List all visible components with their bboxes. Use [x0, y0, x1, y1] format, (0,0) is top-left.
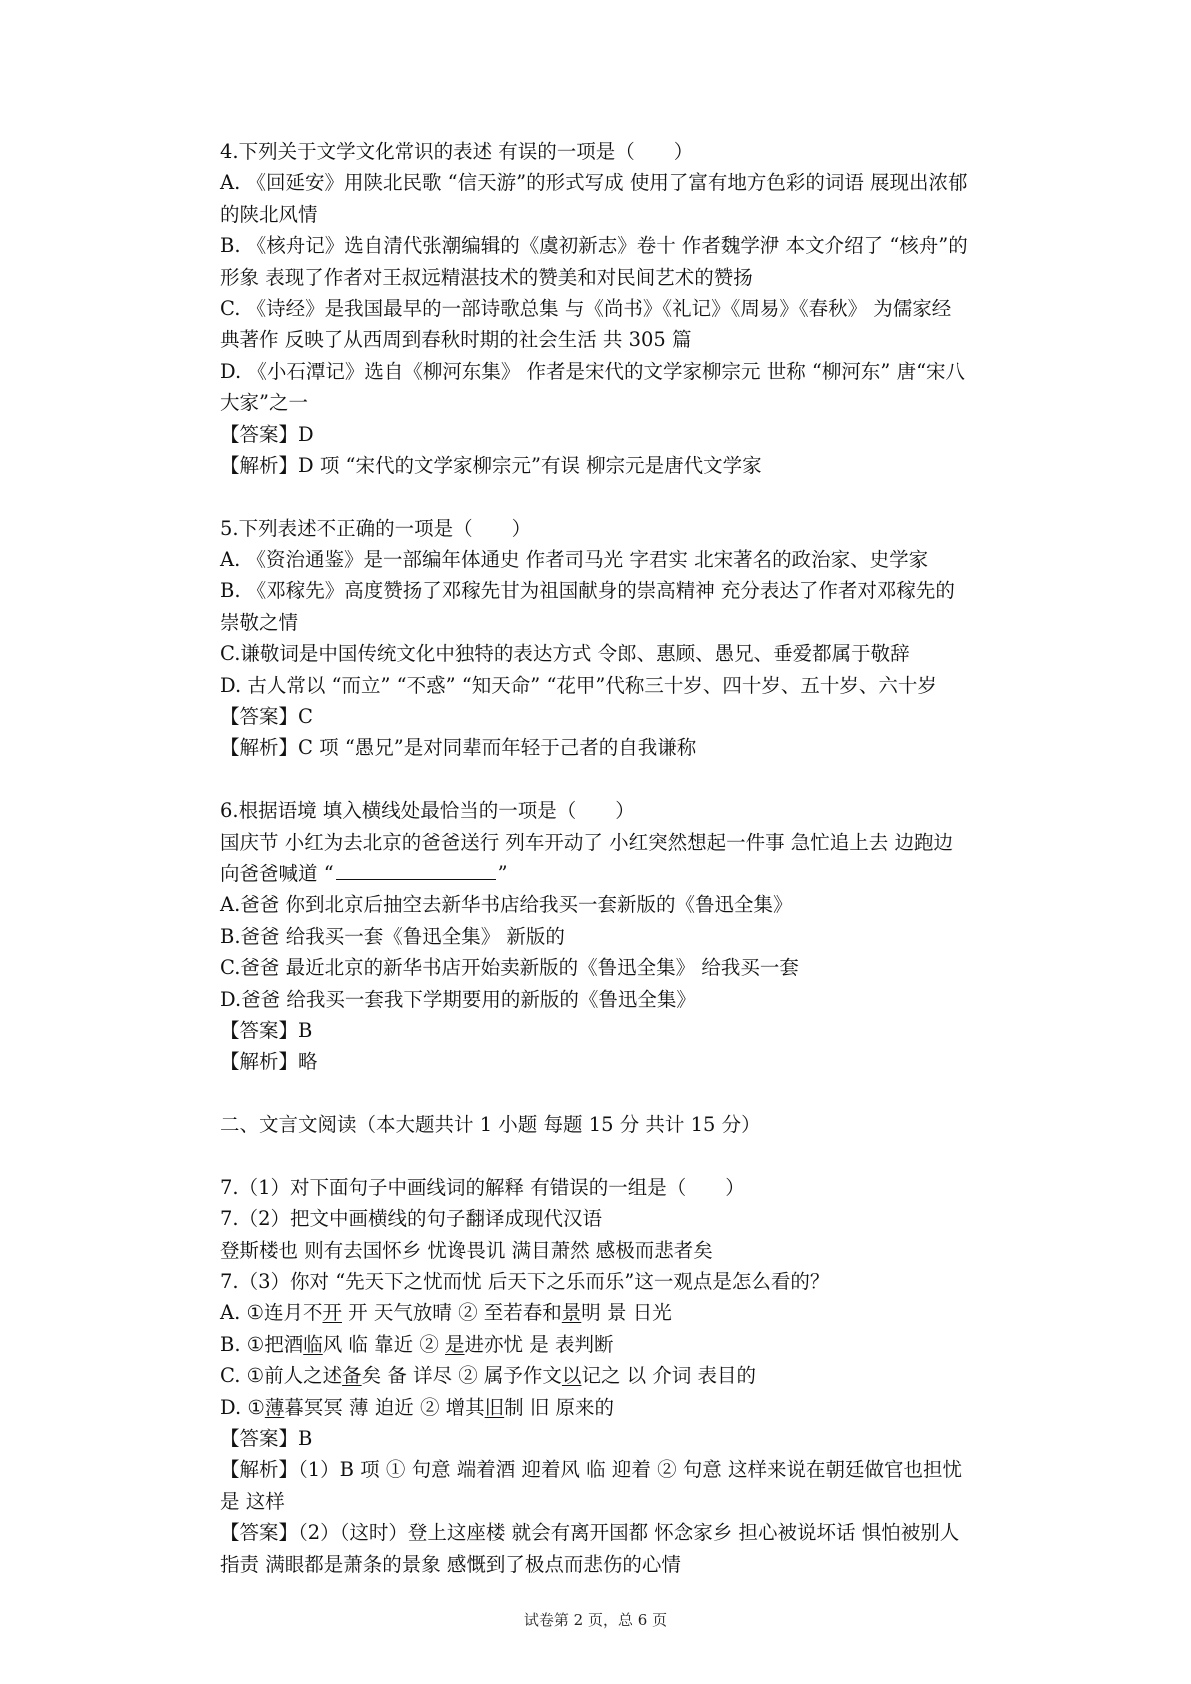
q7-option-b-text1: B. ①把酒 — [220, 1332, 304, 1356]
q5-option-d: D. 古人常以 “而立” “不惑” “知天命” “花甲”代称三十岁、四十岁、五十岁、六十岁 — [220, 673, 937, 697]
q7-option-a — [220, 1297, 1020, 1328]
q6-answer: 【答案】B — [220, 1018, 313, 1042]
q7-option-c-text1: C. ①前人之述 — [220, 1364, 343, 1388]
q6-option-b: B.爸爸 给我买一套《鲁迅全集》 新版的 — [220, 924, 565, 948]
page-content — [220, 136, 1020, 1580]
q7-option-a-text1: A. ①连月不 — [220, 1301, 323, 1325]
q7-option-a-underlined2: 景 — [561, 1301, 582, 1325]
spacer — [220, 1141, 1020, 1172]
q5-option-a: A. 《资治通鉴》是一部编年体通史 作者司马光 字君实 北宋著名的政治家、史学家 — [220, 548, 929, 572]
q7-part3-stem: 7.（3）你对 “先天下之忧而忧 后天下之乐而乐”这一观点是怎么看的？ — [220, 1270, 830, 1294]
q7-option-a-text2: 开 天气放晴 ② 至若春和 — [341, 1301, 562, 1325]
q6-context-line1: 国庆节 小红为去北京的爸爸送行 列车开动了 小红突然想起一件事 急忙追上去 边跑边 — [220, 830, 953, 854]
q4-option-d-line2: 大家”之一 — [220, 391, 308, 415]
q6-option-c: C.爸爸 最近北京的新华书店开始卖新版的《鲁迅全集》 给我买一套 — [220, 956, 799, 980]
question-4 — [220, 136, 1020, 481]
q7-option-b-text3: 进亦忧 是 表判断 — [464, 1332, 614, 1356]
q5-stem: 5.下列表述不正确的一项是（ ） — [220, 516, 532, 540]
q7-option-a-text3: 明 景 日光 — [581, 1301, 672, 1325]
q4-answer: 【答案】D — [220, 422, 314, 446]
spacer — [220, 764, 1020, 795]
q7-option-c-underlined1: 备 — [342, 1364, 362, 1388]
q4-option-b-line1: B. 《核舟记》选自清代张潮编辑的《虞初新志》卷十 作者魏学洢 本文介绍了 “核舟”的 — [220, 234, 968, 258]
q7-part1-stem: 7.（1）对下面句子中画线词的解释 有错误的一组是（ ） — [220, 1175, 745, 1199]
q4-option-a-line1: A. 《回延安》用陕北民歌 “信天游”的形式写成 使用了富有地方色彩的词语 展现出浓郁 — [220, 171, 968, 195]
q5-option-b-line2: 崇敬之情 — [220, 610, 299, 634]
q4-option-d-line1: D. 《小石潭记》选自《柳河东集》 作者是宋代的文学家柳宗元 世称 “柳河东” 唐“宋八 — [220, 359, 966, 383]
question-7 — [220, 1172, 1020, 1580]
question-6 — [220, 795, 1020, 1078]
q7-option-c — [220, 1360, 1020, 1391]
q7-option-b — [220, 1329, 1020, 1360]
q7-option-b-underlined2: 是 — [445, 1332, 465, 1356]
q6-option-a: A.爸爸 你到北京后抽空去新华书店给我买一套新版的《鲁迅全集》 — [220, 893, 793, 917]
q4-option-a-line2: 的陕北风情 — [220, 202, 318, 226]
q6-context-after: ” — [497, 861, 508, 885]
q6-context-line2 — [220, 858, 1020, 889]
q6-analysis: 【解析】略 — [220, 1050, 318, 1074]
q5-option-b-line1: B. 《邓稼先》高度赞扬了邓稼先甘为祖国献身的崇高精神 充分表达了作者对邓稼先的 — [220, 579, 955, 603]
q7-option-d-text2: 暮冥冥 薄 迫近 ② 增其 — [284, 1395, 485, 1419]
q7-option-b-text2: 风 临 靠近 ② — [322, 1332, 446, 1356]
spacer — [220, 481, 1020, 512]
q7-option-d — [220, 1392, 1020, 1423]
q6-stem: 6.根据语境 填入横线处最恰当的一项是（ ） — [220, 799, 635, 823]
q5-option-c: C.谦敬词是中国传统文化中独特的表达方式 令郎、惠顾、愚兄、垂爱都属于敬辞 — [220, 642, 910, 666]
spacer — [220, 1078, 1020, 1109]
q7-option-b-underlined1: 临 — [303, 1332, 323, 1356]
q7-option-d-text1: D. ① — [220, 1395, 265, 1419]
q4-analysis: 【解析】D 项 “宋代的文学家柳宗元”有误 柳宗元是唐代文学家 — [220, 453, 762, 477]
q7-option-d-underlined1: 薄 — [264, 1395, 285, 1419]
question-5 — [220, 513, 1020, 764]
q5-answer: 【答案】C — [220, 705, 313, 729]
q4-stem: 4.下列关于文学文化常识的表述 有误的一项是（ ） — [220, 140, 694, 163]
q7-option-d-underlined2: 旧 — [484, 1395, 505, 1419]
q7-answer-2-line1: 【答案】（2）（这时）登上这座楼 就会有离开国都 怀念家乡 担心被说坏话 惧怕被别人 — [220, 1521, 960, 1545]
section-2-title: 二、文言文阅读（本大题共计 1 小题 每题 15 分 共计 15 分） — [220, 1113, 761, 1137]
q7-option-c-text2: 矣 备 详尽 ② 属予作文 — [361, 1364, 562, 1388]
q7-analysis-line2: 是 这样 — [220, 1489, 285, 1513]
q4-option-c-line1: C. 《诗经》是我国最早的一部诗歌总集 与《尚书》《礼记》《周易》《春秋》 为儒家经 — [220, 296, 952, 320]
q7-passage-sentence: 登斯楼也 则有去国怀乡 忧谗畏讥 满目萧然 感极而悲者矣 — [220, 1238, 713, 1262]
q6-option-d: D.爸爸 给我买一套我下学期要用的新版的《鲁迅全集》 — [220, 987, 696, 1011]
q6-context-before: 向爸爸喊道 “ — [220, 861, 334, 885]
q4-option-c-line2: 典著作 反映了从西周到春秋时期的社会生活 共 305 篇 — [220, 328, 692, 352]
q7-option-a-underlined1: 开 — [322, 1301, 342, 1325]
q7-option-c-text3: 记之 以 介词 表目的 — [581, 1364, 757, 1388]
q7-answer-2-line2: 指责 满眼都是萧条的景象 感慨到了极点而悲伤的心情 — [220, 1552, 681, 1576]
q7-option-c-underlined2: 以 — [561, 1364, 582, 1388]
answer-blank-line — [336, 859, 496, 880]
page-footer: 试卷第 2 页，总 6 页 — [523, 1611, 668, 1629]
q7-answer-1: 【答案】B — [220, 1427, 313, 1451]
q7-part2-stem: 7.（2）把文中画横线的句子翻译成现代汉语 — [220, 1207, 603, 1231]
q7-analysis-line1: 【解析】（1）B 项 ① 句意 端着酒 迎着风 临 迎着 ② 句意 这样来说在朝廷做官也担忧 — [220, 1458, 962, 1482]
q5-analysis: 【解析】C 项 “愚兄”是对同辈而年轻于己者的自我谦称 — [220, 736, 697, 760]
q7-option-d-text3: 制 旧 原来的 — [504, 1395, 615, 1419]
q4-option-b-line2: 形象 表现了作者对王叔远精湛技术的赞美和对民间艺术的赞扬 — [220, 265, 753, 289]
